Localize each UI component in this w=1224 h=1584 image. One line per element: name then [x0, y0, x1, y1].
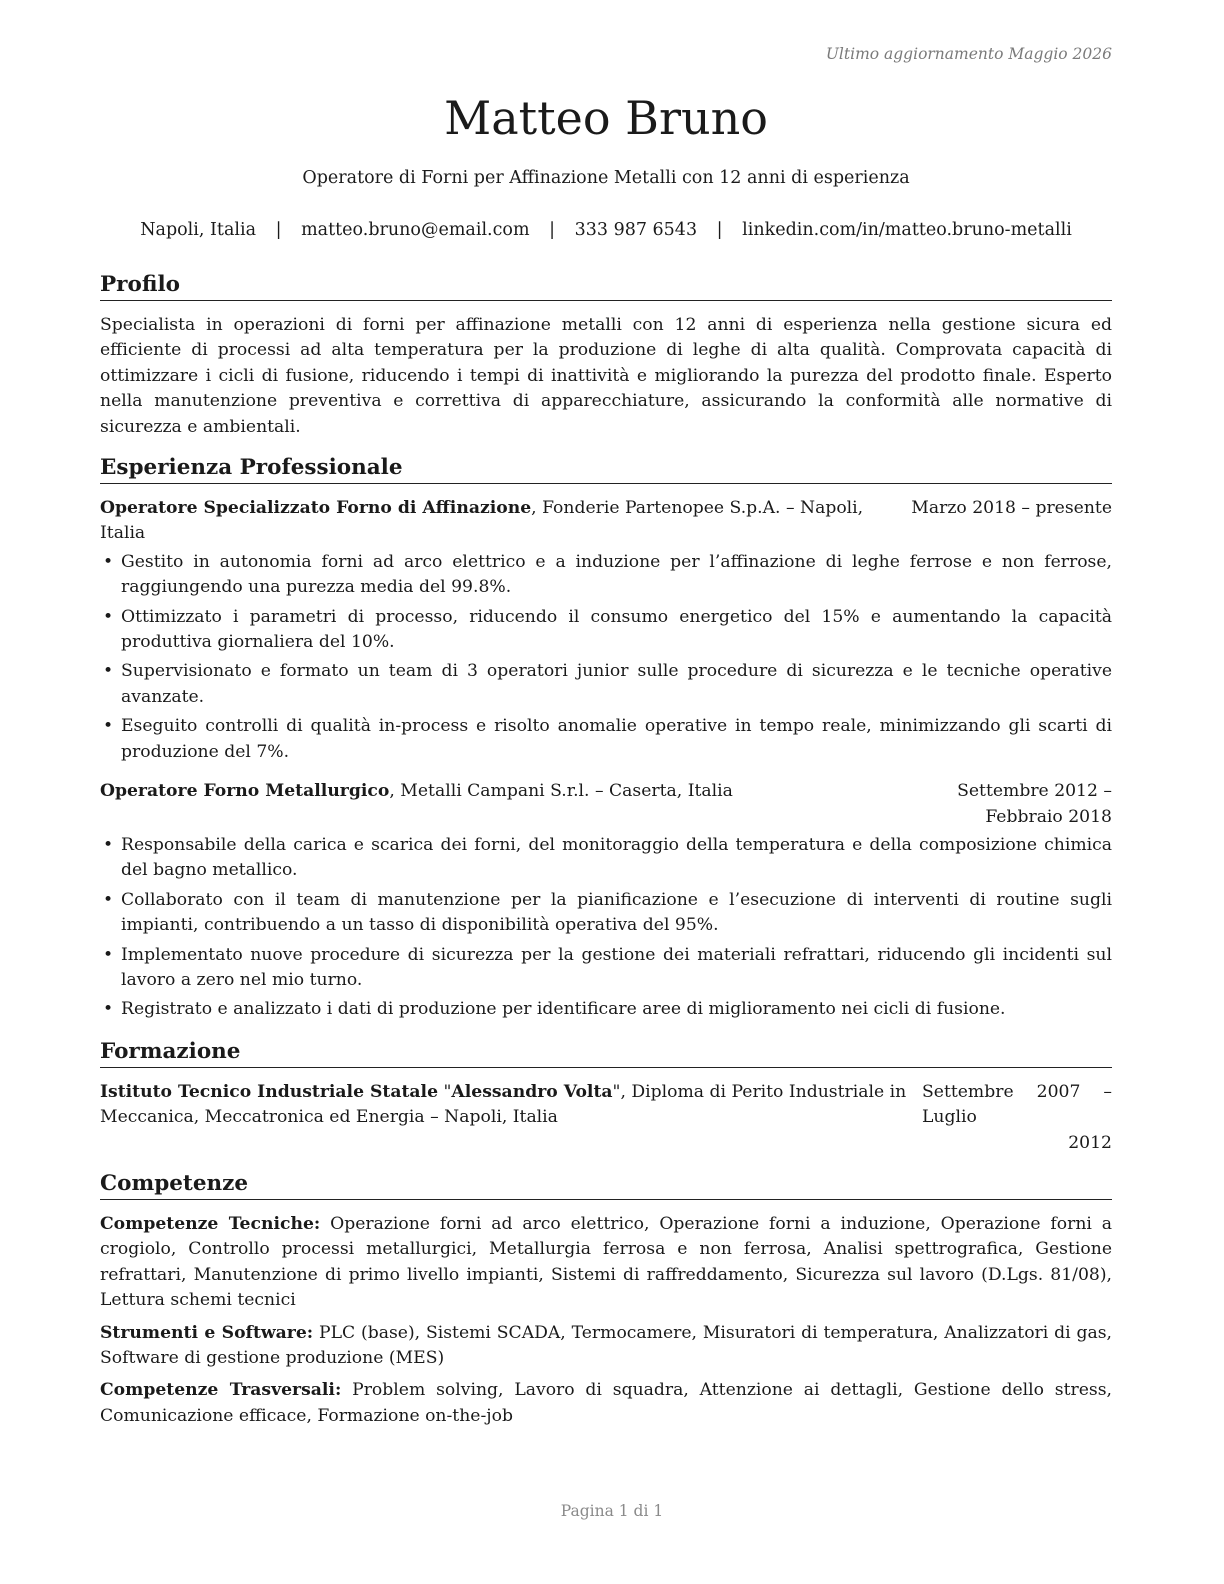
section-title-profile: Profilo	[100, 270, 1112, 301]
job-company: , Fonderie Partenopee S.p.A. – Napoli, Italia	[100, 498, 864, 544]
job-dates: Marzo 2018 – presente	[911, 498, 1112, 519]
job-role: Operatore Forno Metallurgico	[100, 781, 390, 802]
bullet-icon: •	[103, 551, 114, 572]
resume-body	[100, 270, 1112, 1442]
education-degree: , Diploma di Perito Industriale in Meccanica, Meccatronica ed Energia – Napoli, Italia	[100, 1081, 907, 1128]
section-education	[100, 1037, 1112, 1156]
list-item	[100, 943, 1112, 994]
bullet-text: Gestito in autonomia forni ad arco elettrico e a induzione per l’affinazione di leghe ferrose e non ferrose, raggiungendo una purezza media del 99.8%.	[121, 551, 1112, 598]
skill-label: Competenze Trasversali:	[100, 1380, 342, 1401]
list-item	[100, 888, 1112, 939]
contact-line	[100, 220, 1112, 240]
job-company: , Metalli Campani S.r.l. – Caserta, Italia	[389, 781, 733, 802]
bullet-text: Collaborato con il team di manutenzione per la pianificazione e l’esecuzione di interventi di routine sugli impianti, contribuendo a un tasso di disponibilità operativa del 95%.	[121, 889, 1112, 936]
bullet-text: Responsabile della carica e scarica dei forni, del monitoraggio della temperatura e della composizione chimica del bagno metallico.	[121, 834, 1112, 881]
section-title-education: Formazione	[100, 1037, 1112, 1068]
last-updated: Ultimo aggiornamento Maggio 2026	[825, 45, 1112, 63]
page-number: Pagina 1 di 1	[560, 1502, 664, 1520]
job-role: Operatore Specializzato Forno di Affinazione	[100, 498, 532, 519]
contact-location: Napoli, Italia	[140, 220, 257, 240]
job-dates: Settembre 2012 – Febbraio 2018	[957, 781, 1112, 827]
bullet-text: Registrato e analizzato i dati di produzione per identificare aree di miglioramento nei cicli di fusione.	[121, 999, 1006, 1020]
list-item	[100, 605, 1112, 656]
education-dates	[922, 1080, 1112, 1156]
job-entry	[100, 496, 1112, 765]
bullet-icon: •	[103, 716, 114, 737]
section-profile	[100, 270, 1112, 440]
contact-email[interactable]: matteo.bruno@email.com	[301, 220, 530, 240]
skill-group	[100, 1378, 1112, 1429]
job-bullets	[100, 550, 1112, 765]
job-header	[100, 496, 1112, 547]
list-item	[100, 659, 1112, 710]
bullet-text: Implementato nuove procedure di sicurezza per la gestione dei materiali refrattari, riducendo gli incidenti sul lavoro a zero nel mio turno.	[121, 944, 1112, 990]
bullet-icon: •	[103, 944, 114, 965]
list-item	[100, 550, 1112, 601]
contact-separator: |	[716, 220, 723, 240]
school-prefix: Istituto Tecnico Industriale Statale	[100, 1081, 439, 1102]
section-title-experience: Esperienza Professionale	[100, 453, 1112, 484]
job-title-line	[100, 496, 871, 547]
education-description: Istituto Tecnico Industriale Statale "Alessandro Volta", Diploma di Perito Industriale in Meccanica, Meccatronica ed Energia – Napoli, Italia	[100, 1081, 907, 1128]
education-entry	[100, 1080, 1112, 1156]
job-title-line	[100, 779, 842, 804]
section-title-skills: Competenze	[100, 1169, 1112, 1200]
contact-separator: |	[275, 220, 282, 240]
list-item	[100, 714, 1112, 765]
job-entry	[100, 779, 1112, 1023]
education-dates-end: 2012	[1068, 1132, 1112, 1153]
skill-label: Strumenti e Software:	[100, 1322, 314, 1343]
list-item	[100, 997, 1112, 1022]
bullet-text: Eseguito controlli di qualità in-process e risolto anomalie operative in tempo reale, minimizzando gli scarti di produzione del 7%.	[121, 716, 1112, 762]
contact-phone: 333 987 6543	[574, 220, 698, 240]
skill-text: Operazione forni ad arco elettrico, Operazione forni a induzione, Operazione forni a crogiolo, Controllo processi metallurgici, Metallurgia ferrosa e non ferrosa, Analisi spettrografica, Gestione refrattari, Manutenzione di primo livello impianti, Sistemi di raffreddamento, Sicurezza sul lavoro (D.Lgs. 81/08), Lettura schemi tecnici	[100, 1213, 1112, 1311]
skill-group	[100, 1321, 1112, 1372]
bullet-text: Ottimizzato i parametri di processo, riducendo il consumo energetico del 15% e aumentando la capacità produttiva giornaliera del 10%.	[121, 606, 1112, 653]
bullet-text: Supervisionato e formato un team di 3 operatori junior sulle procedure di sicurezza e le tecniche operative avanzate.	[121, 661, 1112, 707]
bullet-icon: •	[103, 999, 114, 1020]
education-dates-start: Settembre 2007 – Luglio	[922, 1081, 1112, 1128]
list-item	[100, 833, 1112, 884]
section-experience	[100, 453, 1112, 1023]
contact-linkedin[interactable]: linkedin.com/in/matteo.bruno-metalli	[742, 220, 1072, 240]
profile-text: Specialista in operazioni di forni per affinazione metalli con 12 anni di esperienza nella gestione sicura ed efficiente di processi ad alta temperatura per la produzione di leghe di alta qualità. Comprovata capacità di ottimizzare i cicli di fusione, riducendo i tempi di inattività e migliorando la purezza del prodotto finale. Esperto nella manutenzione preventiva e correttiva di apparecchiature, assicurando la conformità alle normative di sicurezza e ambientali.	[100, 315, 1112, 437]
candidate-name: Matteo Bruno	[444, 91, 768, 145]
section-skills	[100, 1169, 1112, 1429]
skill-group	[100, 1212, 1112, 1314]
candidate-subtitle: Operatore di Forni per Affinazione Metalli con 12 anni di esperienza	[302, 168, 910, 188]
bullet-icon: •	[103, 661, 114, 682]
skill-text: Problem solving, Lavoro di squadra, Attenzione ai dettagli, Gestione dello stress, Comunicazione efficace, Formazione on-the-job	[100, 1380, 1113, 1426]
job-header	[100, 779, 1112, 830]
bullet-icon: •	[103, 606, 114, 627]
job-bullets	[100, 833, 1112, 1023]
skill-label: Competenze Tecniche:	[100, 1213, 321, 1234]
school-name: Alessandro Volta	[451, 1081, 613, 1102]
bullet-icon: •	[103, 889, 114, 910]
bullet-icon: •	[103, 834, 114, 855]
skill-text: PLC (base), Sistemi SCADA, Termocamere, Misuratori di temperatura, Analizzatori di gas, Software di gestione produzione (MES)	[100, 1322, 1113, 1368]
contact-separator: |	[549, 220, 556, 240]
